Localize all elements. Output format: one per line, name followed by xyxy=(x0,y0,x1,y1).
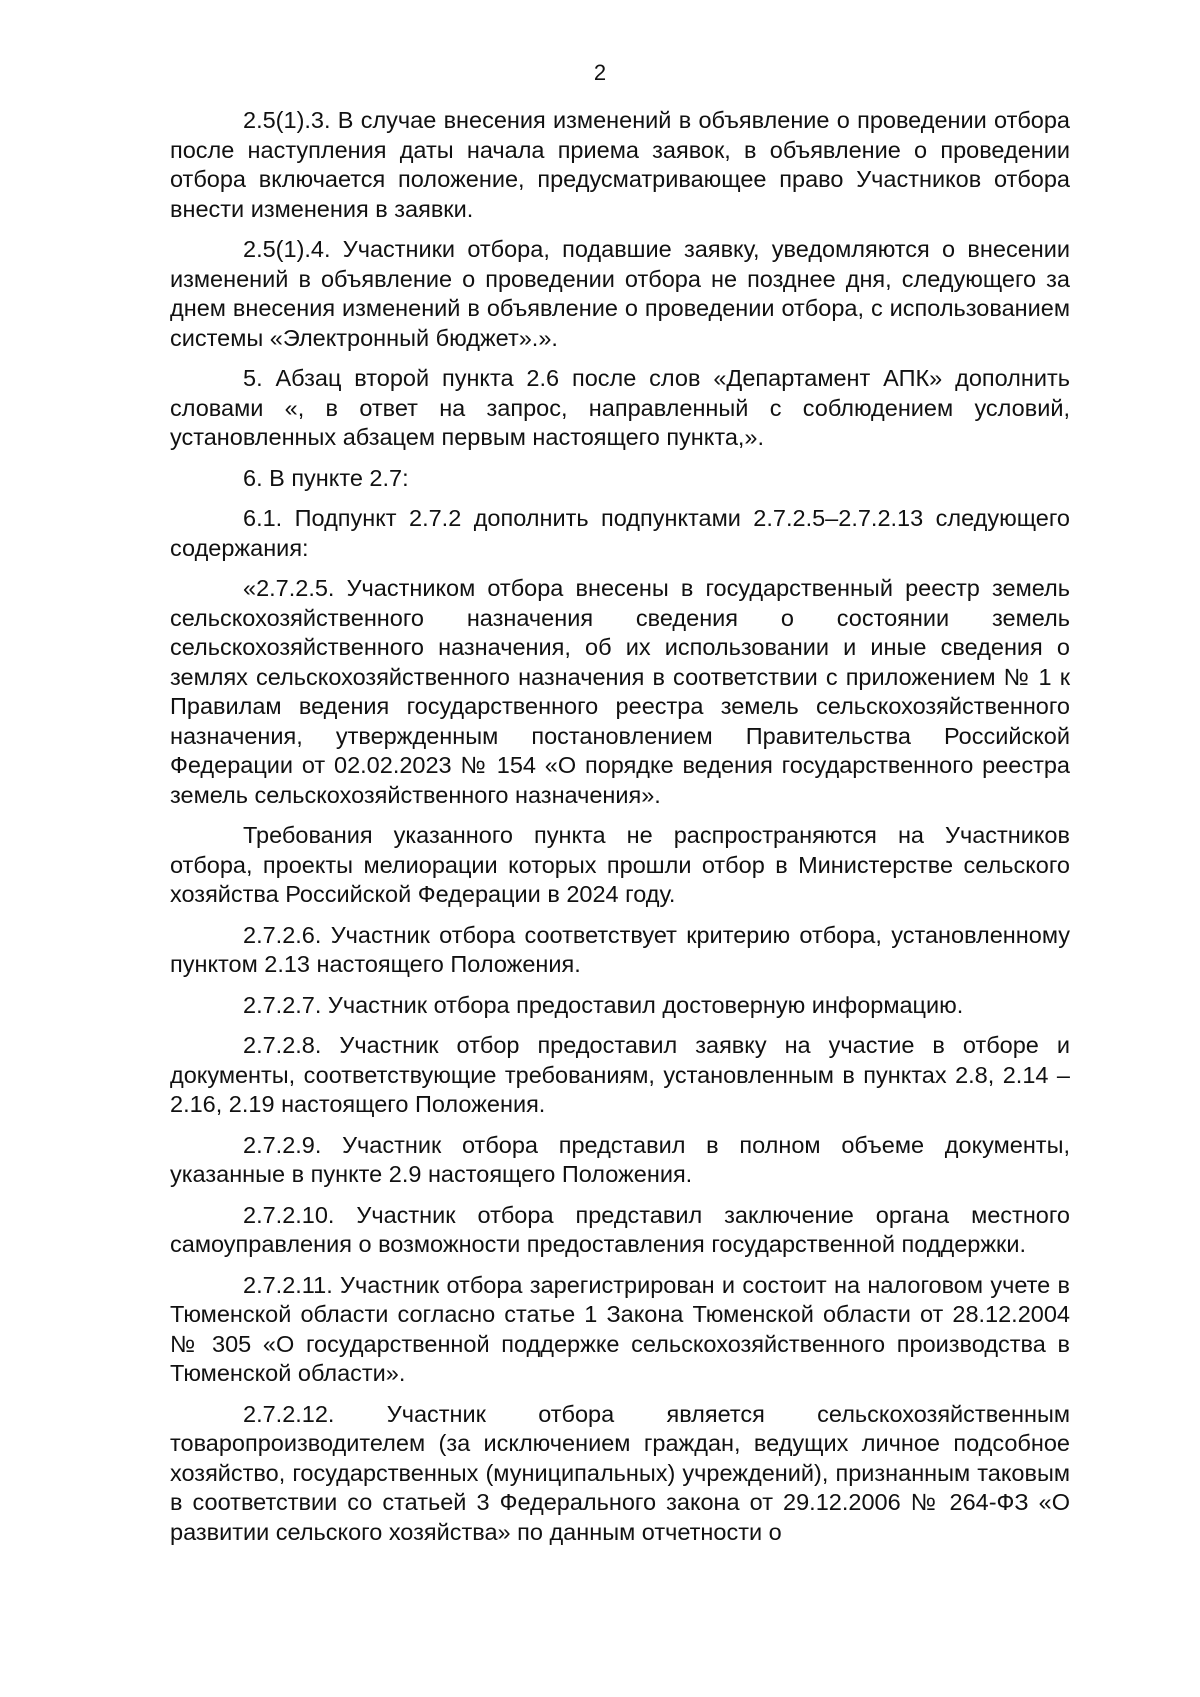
paragraph-2-5-1-3: 2.5(1).3. В случае внесения изменений в объявление о проведении отбора после наступления даты начала приема заявок, в объявление о проведении отбора включается положение, предусматривающее право Участников отбора внести изменения в заявки. xyxy=(170,107,1070,222)
paragraph-2-7-2-7: 2.7.2.7. Участник отбора предоставил достоверную информацию. xyxy=(243,991,964,1018)
paragraph-2-7-2-9: 2.7.2.9. Участник отбора представил в полном объеме документы, указанные в пункте 2.9 настоящего Положения. xyxy=(170,1131,1070,1187)
paragraph-2-7-2-8: 2.7.2.8. Участник отбор предоставил заявку на участие в отборе и документы, соответствующие требованиям, установленным в пунктах 2.8, 2.14 –2.16, 2.19 настоящего Положения. xyxy=(170,1032,1070,1117)
paragraph-2-7-2-11: 2.7.2.11. Участник отбора зарегистрирован и состоит на налоговом учете в Тюменской области согласно статье 1 Закона Тюменской области от 28.12.2004 № 305 «О государственной поддержке сельскохозяйственного производства в Тюменской области». xyxy=(170,1271,1070,1386)
paragraph-requirements-note: Требования указанного пункта не распространяются на Участников отбора, проекты мелиорации которых прошли отбор в Министерстве сельского хозяйства Российской Федерации в 2024 году. xyxy=(170,822,1070,907)
paragraph-2-7-2-6: 2.7.2.6. Участник отбора соответствует критерию отбора, установленному пунктом 2.13 настоящего Положения. xyxy=(170,921,1070,977)
paragraph-2-5-1-4: 2.5(1).4. Участники отбора, подавшие заявку, уведомляются о внесении изменений в объявление о проведении отбора не позднее дня, следующего за днем внесения изменений в объявление о проведении отбора, с использованием системы «Электронный бюджет».». xyxy=(170,236,1070,351)
paragraph-item-6-1: 6.1. Подпункт 2.7.2 дополнить подпунктами 2.7.2.5–2.7.2.13 следующего содержания: xyxy=(170,505,1070,561)
paragraph-2-7-2-12: 2.7.2.12. Участник отбора является сельскохозяйственным товаропроизводителем (за исключением граждан, ведущих личное подсобное хозяйство, государственных (муниципальных) учреждений), признанным таковым в соответствии со статьей 3 Федерального закона от 29.12.2006 № 264-ФЗ «О развитии сельского хозяйства» по данным отчетности о xyxy=(170,1400,1070,1545)
document-body xyxy=(170,106,1070,1558)
page-number: 2 xyxy=(593,60,607,85)
paragraph-2-7-2-10: 2.7.2.10. Участник отбора представил заключение органа местного самоуправления о возможности предоставления государственной поддержки. xyxy=(170,1201,1070,1257)
paragraph-2-7-2-5: «2.7.2.5. Участником отбора внесены в государственный реестр земель сельскохозяйственного назначения сведения о состоянии земель сельскохозяйственного назначения, об их использовании и иные сведения о землях сельскохозяйственного назначения в соответствии с приложением № 1 к Правилам ведения государственного реестра земель сельскохозяйственного назначения, утвержденным постановлением Правительства Российской Федерации от 02.02.2023 № 154 «О порядке ведения государственного реестра земель сельскохозяйственного назначения». xyxy=(170,575,1070,808)
paragraph-item-6: 6. В пункте 2.7: xyxy=(243,464,409,491)
paragraph-item-5: 5. Абзац второй пункта 2.6 после слов «Департамент АПК» дополнить словами «, в ответ на запрос, направленный с соблюдением условий, установленных абзацем первым настоящего пункта,». xyxy=(170,365,1070,450)
